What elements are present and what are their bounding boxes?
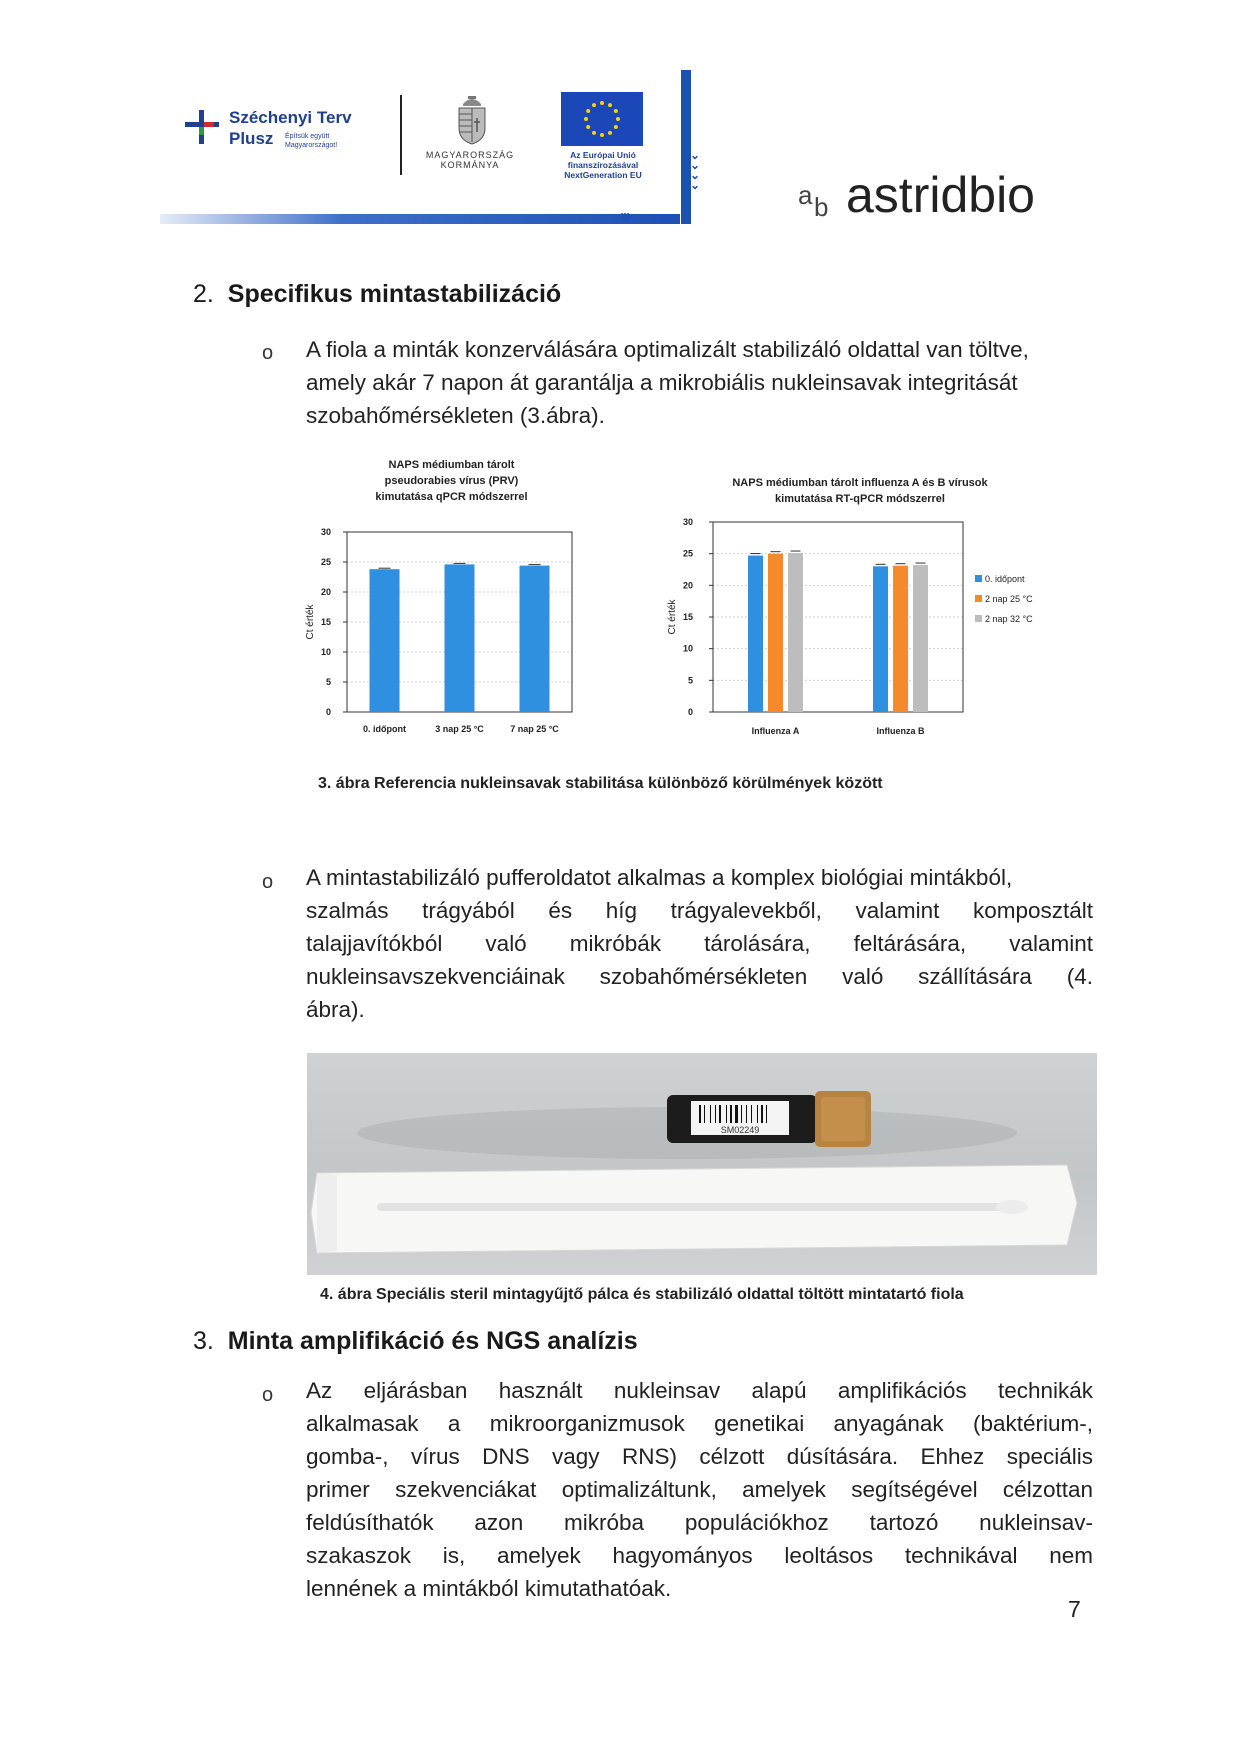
szechenyi-plusz-logo (185, 108, 385, 168)
chevron-down-icon: ⌄ ⌄ ⌄ ⌄ (690, 148, 701, 192)
barcode-bar (741, 1105, 742, 1123)
chart-prv-stability (295, 450, 595, 740)
eu-funding-label: Az Európai Unió finanszírozásával NextGeneration EU (564, 150, 642, 180)
hungarian-crest-icon (455, 94, 489, 146)
header-blue-vertical-bar (681, 70, 691, 224)
szechenyi-tagline: Építsük együtt Magyarországot! (285, 133, 338, 149)
y-tick-label: 30 (320, 527, 331, 537)
y-tick-label: 25 (682, 548, 693, 559)
government-label: MAGYARORSZÁG KORMÁNYA (425, 150, 515, 170)
chart-title-line: pseudorabies vírus (PRV) (384, 475, 519, 487)
y-tick-label: 5 (325, 677, 331, 687)
figure-3-caption: 3. ábra Referencia nukleinsavak stabilitása különböző körülmények között (318, 775, 883, 792)
legend-label: 2 nap 25 °C (985, 594, 1033, 604)
y-tick-label: 15 (682, 612, 693, 622)
eu-flag-icon (561, 92, 643, 146)
header-blue-bar (160, 214, 680, 224)
y-tick-label: 5 (687, 675, 693, 686)
chart-influenza-stability (655, 472, 1075, 752)
x-tick-label: 7 nap 25 °C (510, 724, 559, 734)
bar (748, 556, 763, 712)
bar (788, 553, 803, 712)
barcode-bar (719, 1105, 721, 1123)
chart-title-line: NAPS médiumban tárolt (388, 459, 515, 471)
chart-title-line: kimutatása RT-qPCR módszerrel (775, 493, 945, 505)
bar (520, 566, 550, 712)
bar (370, 569, 400, 712)
svg-text:b: b (814, 192, 829, 218)
legend-label: 2 nap 32 °C (985, 614, 1033, 624)
bullet-icon: o (262, 342, 274, 364)
eu-star-icon (586, 125, 590, 129)
chart-title-line: kimutatása qPCR módszerrel (375, 491, 528, 503)
barcode-bar (726, 1105, 727, 1123)
barcode-bar (704, 1105, 705, 1123)
szechenyi-title: Széchenyi Terv (229, 108, 352, 127)
x-tick-label: 3 nap 25 °C (435, 724, 484, 734)
bar (873, 566, 888, 712)
y-axis-label: Ct érték (305, 604, 316, 640)
bar (913, 565, 928, 712)
barcode-bar (757, 1105, 758, 1123)
y-axis-label: Ct érték (667, 599, 678, 635)
bar (768, 554, 783, 712)
section-3-heading: 3. Minta amplifikáció és NGS analízis (193, 1327, 638, 1355)
eu-star-icon (586, 109, 590, 113)
eu-star-icon (614, 109, 618, 113)
y-tick-label: 0 (325, 707, 331, 717)
section-3-paragraph-1: Az eljárásban használt nukleinsav alapú amplifikációs technikák alkalmasak a mikroorganizmusok genetikai anyagának (baktérium-, gomba-, vírus DNS vagy RNS) célzott dúsítására. Ehhez speciális primer szekvenciákat optimalizáltunk, amelyek segítségével célzottan feldúsíthatók azon mikróba populációkhoz tartozó nukleinsav- szakaszok is, amelyek hagyományos leoltásos technikával nem lennének a mintákból kimutathatóak. (306, 1378, 1093, 1601)
vial-label: SM02249 (720, 1125, 760, 1135)
y-tick-label: 0 (687, 707, 693, 717)
chart-title-line: NAPS médiumban tárolt influenza A és B vírusok (732, 477, 988, 489)
x-tick-label: 0. időpont (363, 724, 406, 734)
section-2-heading: 2. Specifikus mintastabilizáció (193, 280, 562, 308)
eu-star-icon (614, 125, 618, 129)
barcode-bar (746, 1105, 747, 1123)
eu-star-icon (584, 117, 588, 121)
szechenyi-cross-icon (185, 110, 219, 144)
bullet-icon: o (262, 1384, 274, 1406)
figure-4-caption: 4. ábra Speciális steril mintagyűjtő pálca és stabilizáló oldattal töltött mintatartó fiola (320, 1286, 964, 1303)
bullet-icon: o (262, 871, 274, 893)
barcode-bar (766, 1105, 767, 1123)
eu-star-icon (600, 101, 604, 105)
szechenyi-plusz: Plusz (229, 129, 274, 148)
x-tick-label: Influenza B (876, 726, 925, 736)
barcode-bar (699, 1105, 701, 1123)
eu-star-icon (600, 133, 604, 137)
bar (893, 566, 908, 712)
bar (445, 564, 475, 712)
barcode-bar (715, 1105, 716, 1123)
section-2-paragraph-2: A mintastabilizáló pufferoldatot alkalmas a komplex biológiai mintákból, szalmás trágyából és híg trágyalevekből, valamint komposztált talajjavítókból való mikróbák tárolására, feltárására, valamint nukleinsavszekvenciáinak szobahőmérsékleten való szállítására (4. ábra). (306, 865, 1093, 1022)
chevron-right-icon: ››› (620, 206, 629, 226)
svg-text:a: a (798, 180, 813, 210)
legend-swatch (975, 595, 982, 602)
eu-star-icon (592, 103, 596, 107)
legend-swatch (975, 575, 982, 582)
barcode-bar (735, 1105, 738, 1123)
astridbio-mark-icon (798, 178, 846, 218)
barcode-bar (761, 1105, 763, 1123)
eu-star-icon (616, 117, 620, 121)
barcode-bar (710, 1105, 711, 1123)
eu-star-icon (608, 103, 612, 107)
y-tick-label: 10 (320, 647, 331, 657)
astridbio-logo: astridbio (846, 167, 1035, 223)
header-divider (400, 95, 402, 175)
eu-star-icon (592, 131, 596, 135)
section-2-paragraph-1: A fiola a minták konzerválására optimalizált stabilizáló oldattal van töltve, amely akár 7 napon át garantálja a mikrobiális nukleinsavak integritását szobahőmérsékleten (3.ábra). (306, 337, 1029, 428)
barcode-bar (730, 1105, 732, 1123)
barcode-bar (751, 1105, 752, 1123)
x-tick-label: Influenza A (751, 726, 800, 736)
y-tick-label: 20 (682, 580, 693, 591)
page-number: 7 (1068, 1596, 1081, 1622)
vial-and-swab-illustration (307, 1053, 1097, 1275)
y-tick-label: 15 (320, 617, 331, 627)
sample-collection-kit-photo (307, 1053, 1097, 1275)
y-tick-label: 25 (320, 557, 331, 567)
y-tick-label: 30 (682, 517, 693, 527)
eu-star-icon (608, 131, 612, 135)
y-tick-label: 10 (682, 643, 693, 654)
y-tick-label: 20 (320, 587, 331, 597)
legend-swatch (975, 615, 982, 622)
legend-label: 0. időpont (985, 574, 1025, 584)
